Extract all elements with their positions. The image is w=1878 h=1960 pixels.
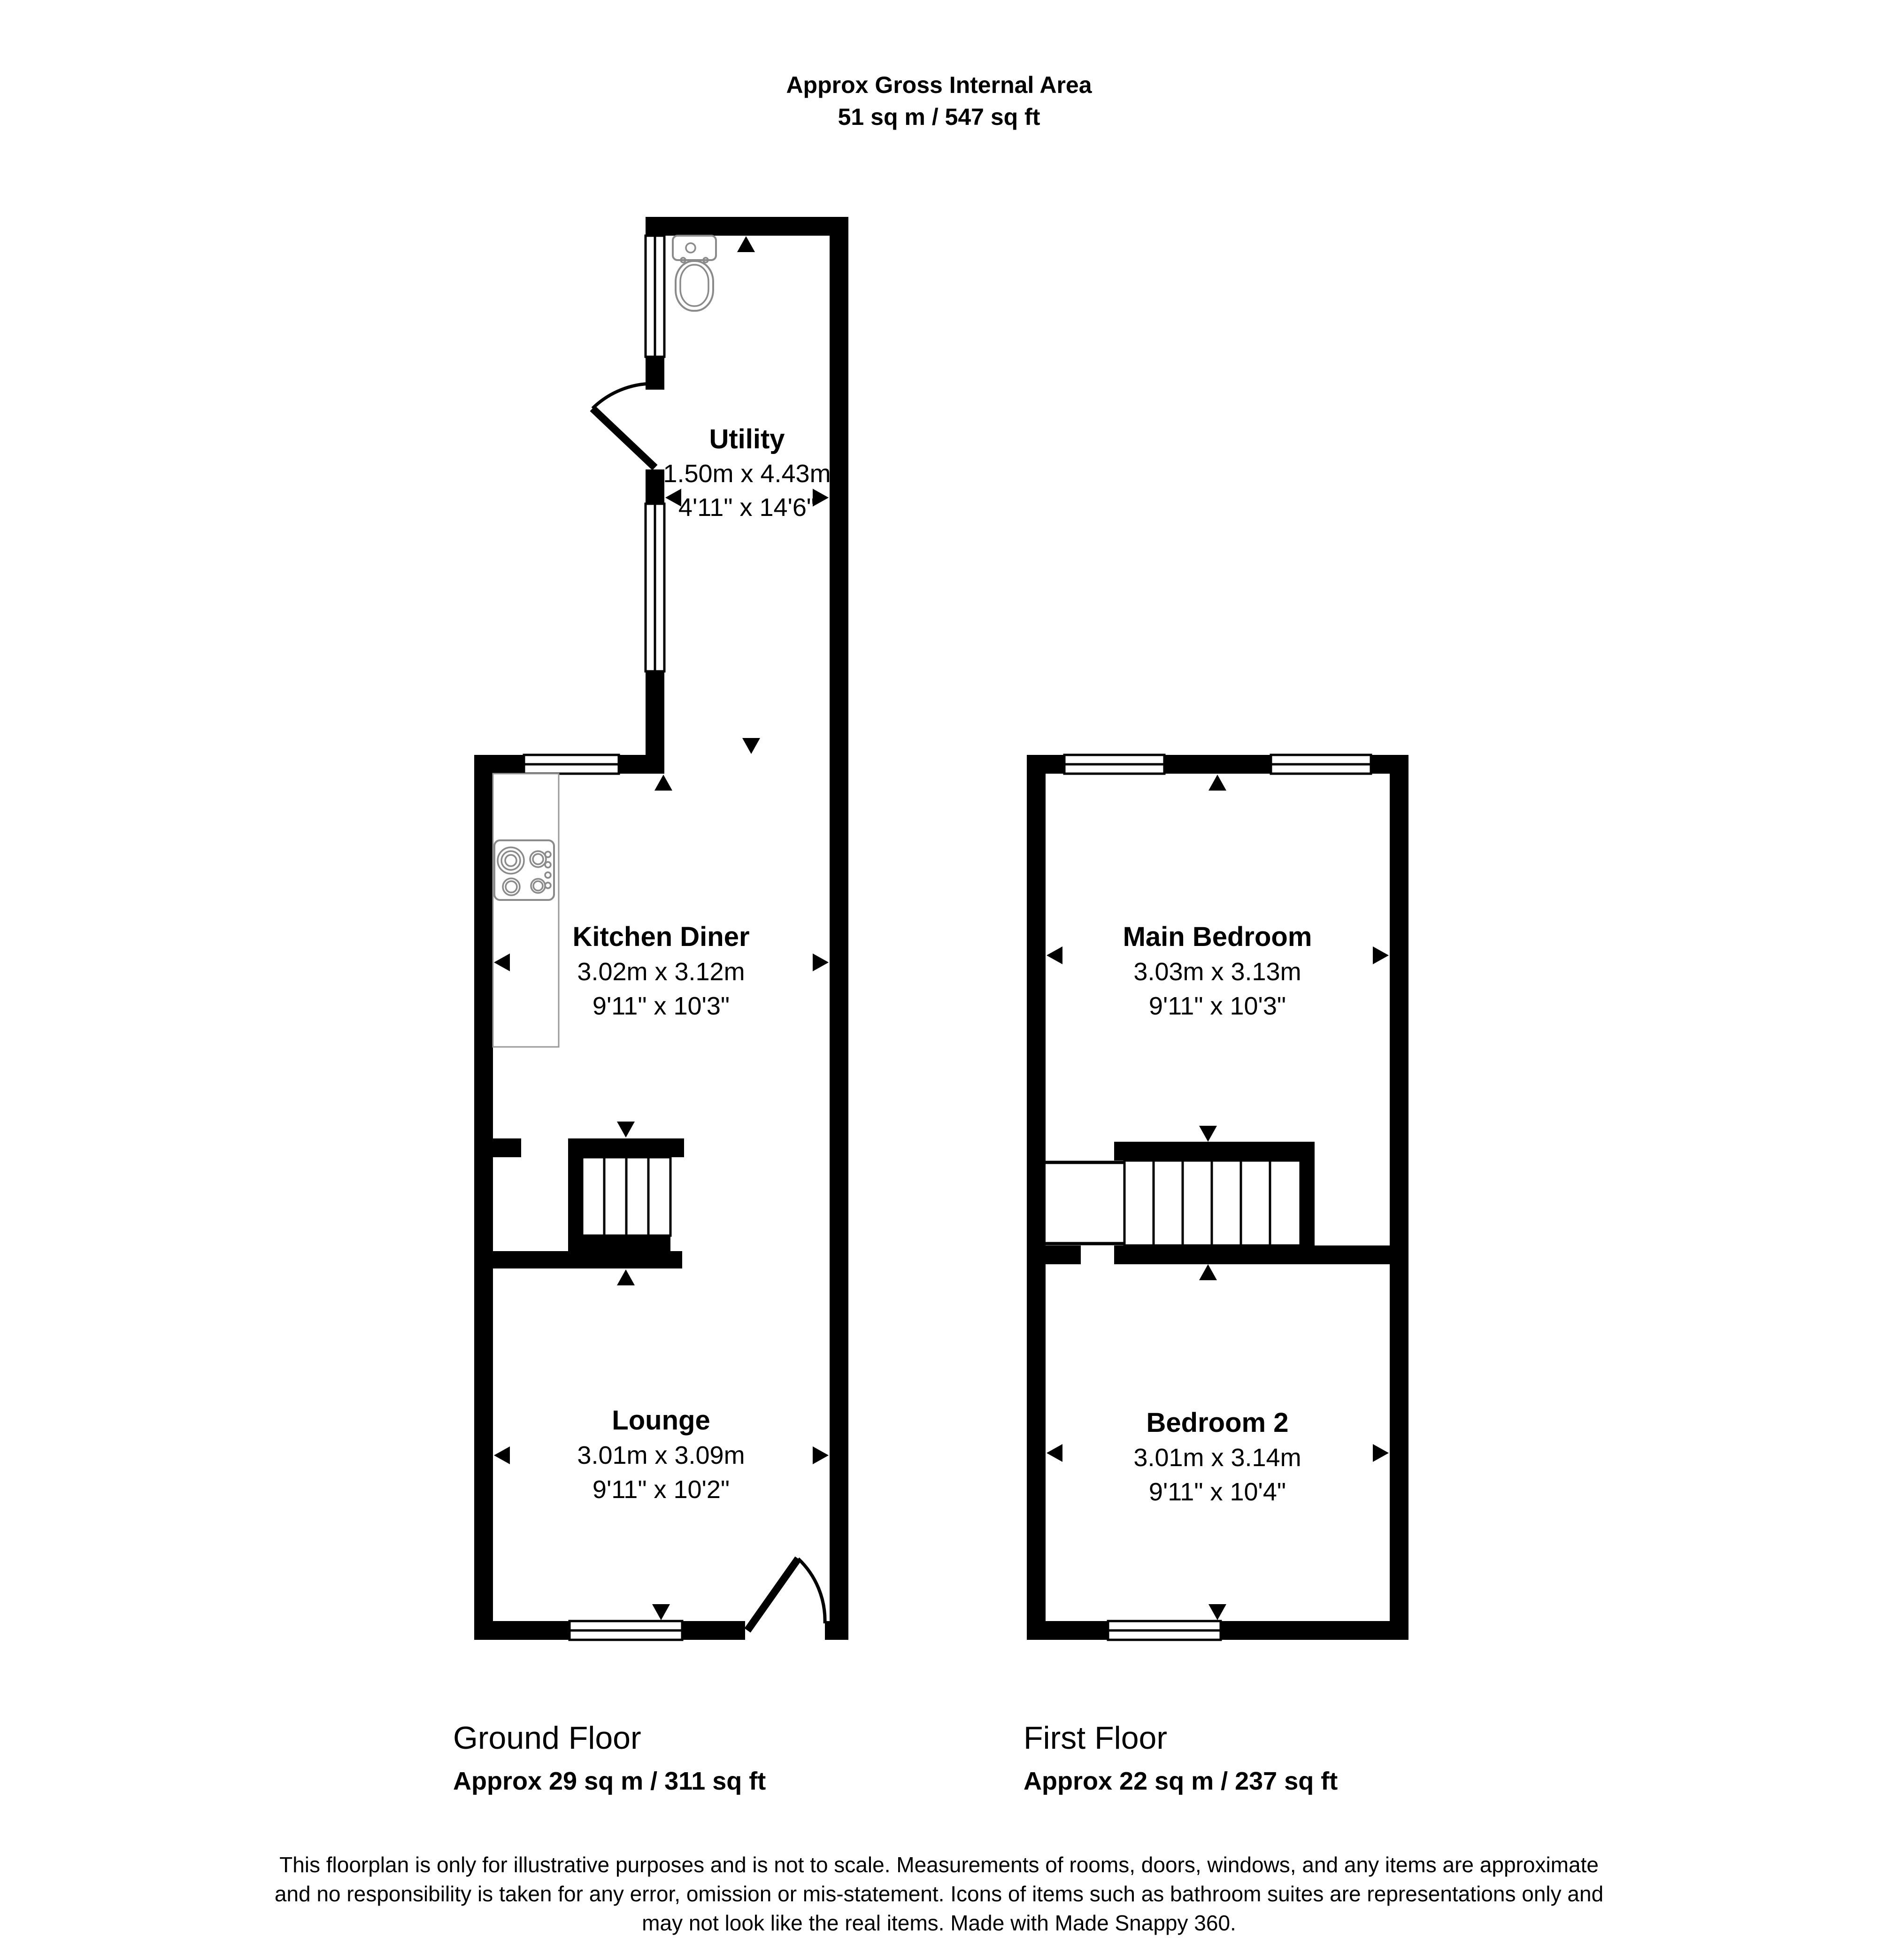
room-label-bedroom-2: [1133, 1407, 1301, 1506]
room-name: Lounge: [612, 1405, 710, 1436]
toilet-icon: [673, 236, 716, 311]
window-symbol: [1064, 755, 1164, 774]
window-symbol: [646, 236, 664, 357]
stairs-top-wall: [1114, 1142, 1315, 1161]
bottom-wall-segment: [682, 1621, 745, 1640]
measure-arrow-down-icon: [617, 1122, 635, 1138]
header: [786, 72, 1092, 130]
right-exterior-wall: [830, 217, 848, 1640]
floor-captions: [453, 1720, 1338, 1795]
left-exterior-wall: [1027, 755, 1046, 1640]
window-symbol: [1271, 755, 1371, 774]
room-label-main-bedroom: [1123, 922, 1312, 1020]
left-exterior-wall: [474, 755, 493, 1640]
bedroom-division-wall: [1114, 1245, 1408, 1264]
disclaimer-line-1: This floorplan is only for illustrative purposes and is not to scale. Measurements of rooms, doors, windows, and any items are approximate: [279, 1852, 1599, 1877]
measure-arrow-down-icon: [1208, 1604, 1226, 1620]
measure-arrow-down-icon: [1199, 1126, 1217, 1142]
top-wall-segment: [1164, 755, 1271, 774]
room-name: Main Bedroom: [1123, 922, 1312, 952]
stairs-base: [582, 1236, 670, 1251]
kitchen-counter: [493, 774, 559, 1047]
first-floor-plan: [1027, 755, 1408, 1640]
right-exterior-wall: [1390, 755, 1408, 1640]
stairs-side-wall: [568, 1157, 582, 1251]
room-label-kitchen-diner: [572, 922, 749, 1020]
measure-arrow-up-icon: [617, 1269, 635, 1285]
room-imperial: 9'11" x 10'4": [1148, 1478, 1286, 1506]
header-area: 51 sq m / 547 sq ft: [838, 104, 1040, 130]
room-label-lounge: [577, 1405, 745, 1504]
bottom-wall-segment: [825, 1621, 848, 1640]
stairs-top-wall: [568, 1138, 684, 1157]
room-label-utility: [663, 424, 831, 522]
measure-arrow-left-icon: [1047, 1444, 1062, 1462]
measure-arrow-right-icon: [813, 1446, 829, 1464]
first-floor-area: Approx 22 sq m / 237 sq ft: [1024, 1767, 1338, 1795]
room-name: Kitchen Diner: [572, 922, 750, 952]
utility-left-wall-segment: [646, 469, 664, 504]
measure-arrow-right-icon: [1373, 1444, 1389, 1462]
measure-arrow-up-icon: [654, 775, 672, 791]
hall-wall-stub: [493, 1138, 521, 1157]
landing-wall-stub: [1046, 1245, 1081, 1264]
disclaimer-line-2: and no responsibility is taken for any error, omission or mis-statement. Icons of items such as bathroom suites are representations only and: [274, 1882, 1604, 1906]
measure-arrow-left-icon: [1047, 946, 1062, 964]
window-symbol: [570, 1621, 682, 1640]
window-symbol: [524, 755, 619, 774]
room-metric: 3.03m x 3.13m: [1133, 958, 1301, 986]
room-imperial: 4'11" x 14'6": [678, 493, 816, 522]
lounge-division-wall: [474, 1251, 682, 1268]
bottom-wall-segment: [1027, 1621, 1108, 1640]
window-symbol: [1108, 1621, 1221, 1640]
kitchen-top-wall-segment: [619, 755, 664, 774]
room-metric: 3.01m x 3.14m: [1133, 1444, 1301, 1472]
ground-floor-area: Approx 29 sq m / 311 sq ft: [453, 1767, 766, 1795]
utility-top-wall: [646, 217, 848, 236]
bottom-wall-segment: [1221, 1621, 1408, 1640]
measure-arrow-down-icon: [652, 1604, 670, 1620]
room-imperial: 9'11" x 10'2": [592, 1476, 730, 1504]
disclaimer-line-3: may not look like the real items. Made with Made Snappy 360.: [642, 1911, 1236, 1935]
room-name: Bedroom 2: [1146, 1407, 1289, 1438]
disclaimer: [275, 1852, 1603, 1935]
room-name: Utility: [709, 424, 785, 454]
front-door-swing-icon: [747, 1559, 825, 1630]
ground-floor-plan: [474, 217, 848, 1640]
hob-icon: [494, 840, 554, 900]
measure-arrow-up-icon: [737, 236, 755, 252]
header-title: Approx Gross Internal Area: [786, 72, 1092, 98]
first-floor-label: First Floor: [1024, 1720, 1167, 1756]
measure-arrow-up-icon: [1208, 775, 1226, 791]
measure-arrow-right-icon: [1373, 946, 1389, 964]
room-metric: 1.50m x 4.43m: [663, 460, 831, 488]
bottom-wall-segment: [474, 1621, 570, 1640]
window-symbol: [646, 504, 664, 671]
ground-floor-label: Ground Floor: [453, 1720, 641, 1756]
first-floor-staircase: [1046, 1161, 1301, 1245]
back-door-swing-icon: [593, 384, 655, 468]
measure-arrow-up-icon: [1199, 1264, 1217, 1280]
room-imperial: 9'11" x 10'3": [592, 992, 730, 1020]
measure-arrow-left-icon: [494, 1446, 510, 1464]
measure-arrow-right-icon: [813, 953, 829, 971]
room-metric: 3.02m x 3.12m: [577, 958, 745, 986]
stairs-side-wall: [1301, 1161, 1315, 1245]
measure-arrow-down-icon: [742, 738, 760, 754]
room-imperial: 9'11" x 10'3": [1148, 992, 1286, 1020]
room-metric: 3.01m x 3.09m: [577, 1441, 745, 1469]
ground-floor-staircase: [582, 1157, 670, 1236]
